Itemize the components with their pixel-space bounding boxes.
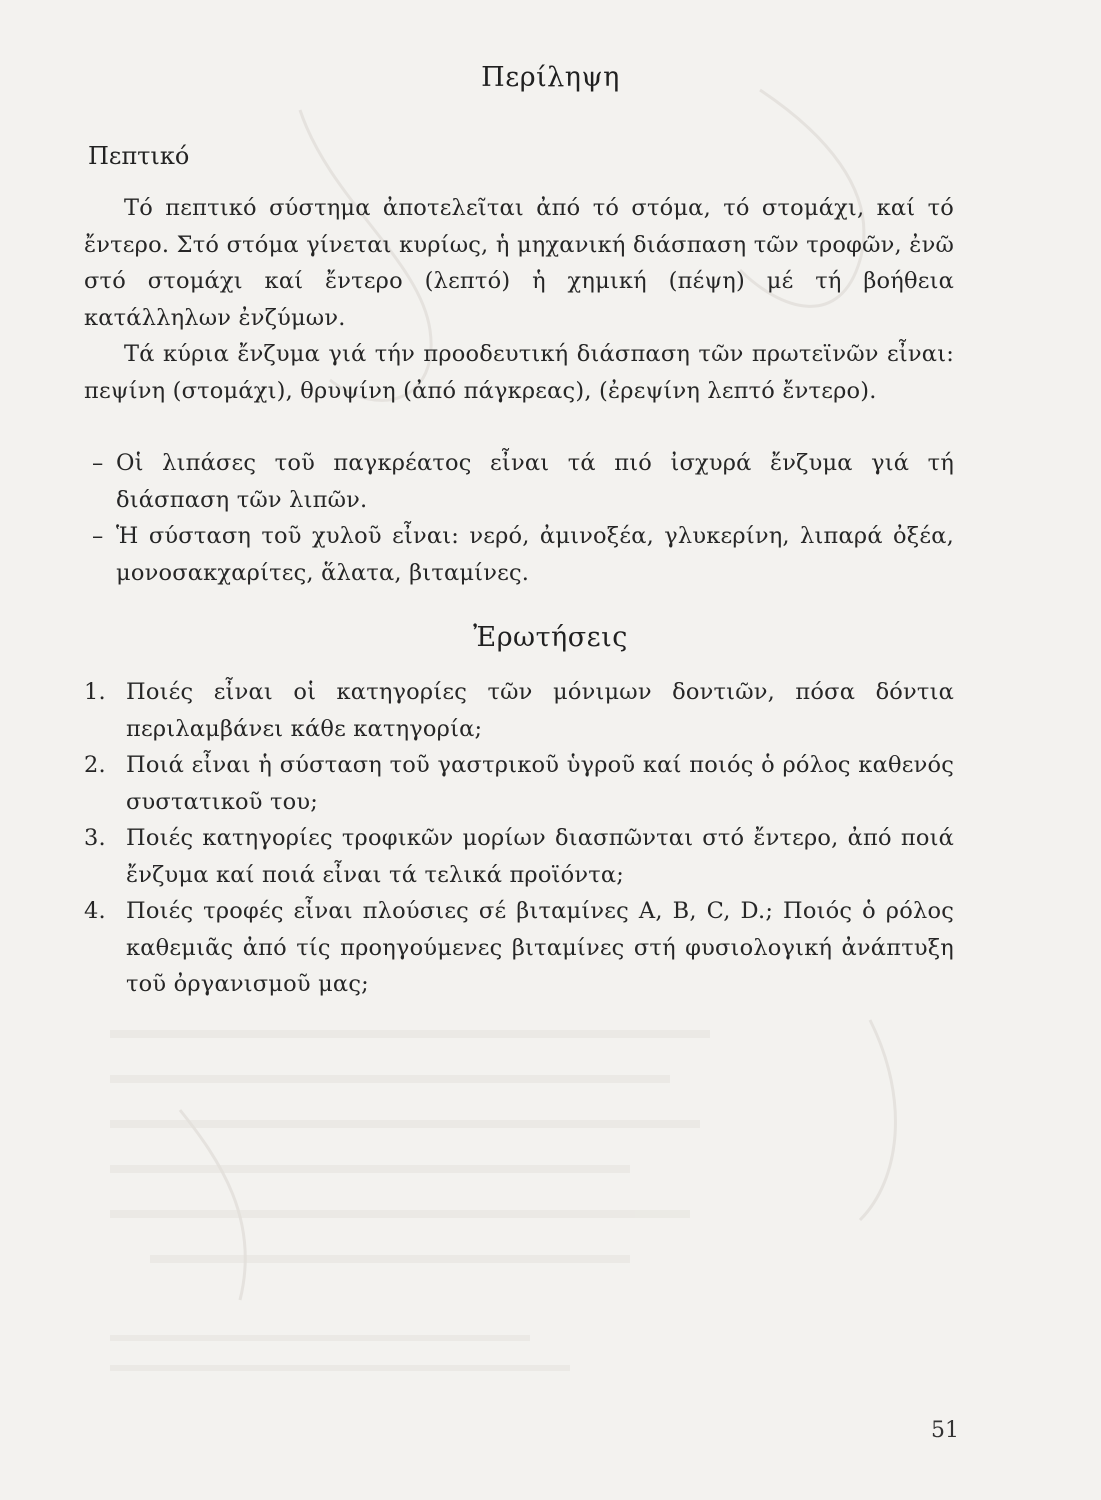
question-item (84, 674, 954, 747)
summary-paragraph-2: Τά κύρια ἔνζυμα γιά τήν προοδευτική διάσπαση τῶν πρωτεϊνῶν εἶναι: πεψίνη (στομάχι), θρυψίνη (ἀπό πάγκρεας), (ἐρεψίνη λεπτό ἔντερο). (84, 341, 954, 404)
question-item (84, 747, 954, 820)
question-number: 3. (84, 825, 106, 851)
question-number: 2. (84, 752, 106, 778)
question-text: Ποιά εἶναι ἡ σύσταση τοῦ γαστρικοῦ ὑγροῦ καί ποιός ὁ ρόλος καθενός συστατικοῦ του; (126, 752, 954, 815)
question-text: Ποιές τροφές εἶναι πλούσιες σέ βιταμίνες Α, Β, C, D.; Ποιός ὁ ρόλος καθεμιᾶς ἀπό τίς προηγούμενες βιταμίνες στή φυσιολογική ἀνάπτυξη τοῦ ὀργανισμοῦ μας; (126, 898, 954, 997)
questions-list (84, 674, 954, 1003)
dash-item-text: Ἡ σύσταση τοῦ χυλοῦ εἶναι: νερό, ἀμινοξέα, γλυκερίνη, λιπαρά ὀξέα, μονοσακχαρίτες, ἅλατα, βιταμίνες. (116, 523, 954, 586)
question-text: Ποιές κατηγορίες τροφικῶν μορίων διασπῶνται στό ἔντερο, ἀπό ποιά ἔνζυμα καί ποιά εἶναι τά τελικά προϊόντα; (126, 825, 954, 888)
summary-dash-item-2 (84, 518, 954, 591)
question-item (84, 893, 954, 1003)
dash-item-text: Οἱ λιπάσες τοῦ παγκρέατος εἶναι τά πιό ἰσχυρά ἔνζυμα γιά τή διάσπαση τῶν λιπῶν. (116, 450, 954, 513)
questions-heading: Ἐρωτήσεις (473, 622, 628, 653)
summary-paragraph-1: Τό πεπτικό σύστημα ἀποτελεῖται ἀπό τό στόμα, τό στομάχι, καί τό ἔντερο. Στό στόμα γίνεται κυρίως, ἡ μηχανική διάσπαση τῶν τροφῶν, ἐνῶ στό στομάχι καί ἔντερο (λεπτό) ἡ χημική (πέψη) μέ τή βοήθεια κατάλληλων ἐνζύμων. (84, 195, 954, 331)
page-number: 51 (931, 1418, 959, 1443)
question-text: Ποιές εἶναι οἱ κατηγορίες τῶν μόνιμων δοντιῶν, πόσα δόντια περιλαμβάνει κάθε κατηγορία; (126, 679, 954, 742)
question-item (84, 820, 954, 893)
question-number: 4. (84, 898, 106, 924)
page-title: Περίληψη (481, 62, 620, 93)
summary-dash-item-1 (84, 445, 954, 518)
question-number: 1. (84, 679, 106, 705)
section-heading: Πεπτικό (88, 142, 190, 170)
dash-bullet: – (92, 450, 104, 476)
dash-bullet: – (92, 523, 104, 549)
